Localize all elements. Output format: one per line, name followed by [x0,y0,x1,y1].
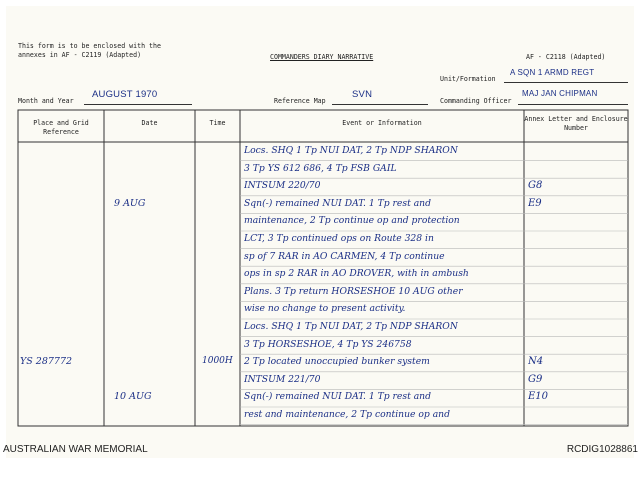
cell-event: sp of 7 RAR in AO CARMEN, 4 Tp continue [244,250,445,262]
cell-place: YS 287772 [20,356,73,368]
cell-annex: E10 [528,391,549,403]
footer-right: RCDIG1028861 [566,444,638,455]
header-place: Place and Grid Reference [33,119,89,136]
cell-event: Plans. 3 Tp return HORSESHOE 10 AUG other [244,285,463,297]
cell-event: 3 Tp HORSESHOE, 4 Tp YS 246758 [244,338,412,350]
cell-event: INTSUM 220/70 [244,180,321,192]
diary-sheet [3,6,638,458]
header-annex: Annex Letter and Enclosure Number [524,115,628,132]
map-value: SVN [352,89,373,100]
form-number: AF - C2118 (Adapted) [526,53,606,61]
footer-left: AUSTRALIAN WAR MEMORIAL [3,444,148,455]
cell-event: wise no change to present activity. [244,303,406,315]
header-time: Time [209,119,226,127]
cell-event: Sqn(-) remained NUI DAT. 1 Tp rest and [244,197,431,209]
cell-event: LCT, 3 Tp continued ops on Route 328 in [244,233,434,244]
map-label: Reference Map [274,97,326,105]
instruction-line-1: This form is to be enclosed with the [18,42,161,50]
cell-annex: E9 [528,197,542,209]
unit-value: A SQN 1 ARMD REGT [510,68,595,77]
cell-date: 10 AUG [114,391,152,403]
cell-event: 2 Tp located unoccupied bunker system [244,356,430,368]
co-value: MAJ JAN CHIPMAN [522,89,598,98]
co-label: Commanding Officer [440,97,512,105]
form-title: COMMANDERS DIARY NARRATIVE [270,53,374,61]
cell-date: 9 AUG [114,197,146,209]
cell-event: maintenance, 2 Tp continue op and protection [244,215,460,227]
instruction-line-2: annexes in AF - C2119 (Adapted) [18,51,142,59]
cell-annex: N4 [528,356,544,368]
cell-annex: G9 [528,373,543,385]
unit-label: Unit/Formation [440,75,496,83]
cell-event: 3 Tp YS 612 686, 4 Tp FSB GAIL [244,162,397,174]
month-value: AUGUST 1970 [92,89,158,100]
header-event: Event or Information [342,119,422,127]
cell-event: ops in sp 2 RAR in AO DROVER, with in ambush [244,268,469,280]
cell-event: Sqn(-) remained NUI DAT. 1 Tp rest and [244,391,431,403]
cell-annex: G8 [528,180,543,192]
cell-event: rest and maintenance, 2 Tp continue op and [244,409,450,420]
table-grid [6,6,634,458]
cell-event: INTSUM 221/70 [244,373,321,385]
header-date: Date [141,119,158,127]
month-label: Month and Year [18,97,74,105]
cell-time: 1000H [202,356,233,367]
cell-event: Locs. SHQ 1 Tp NUI DAT, 2 Tp NDP SHARON [244,145,458,156]
cell-event: Locs. SHQ 1 Tp NUI DAT, 2 Tp NDP SHARON [244,321,458,332]
